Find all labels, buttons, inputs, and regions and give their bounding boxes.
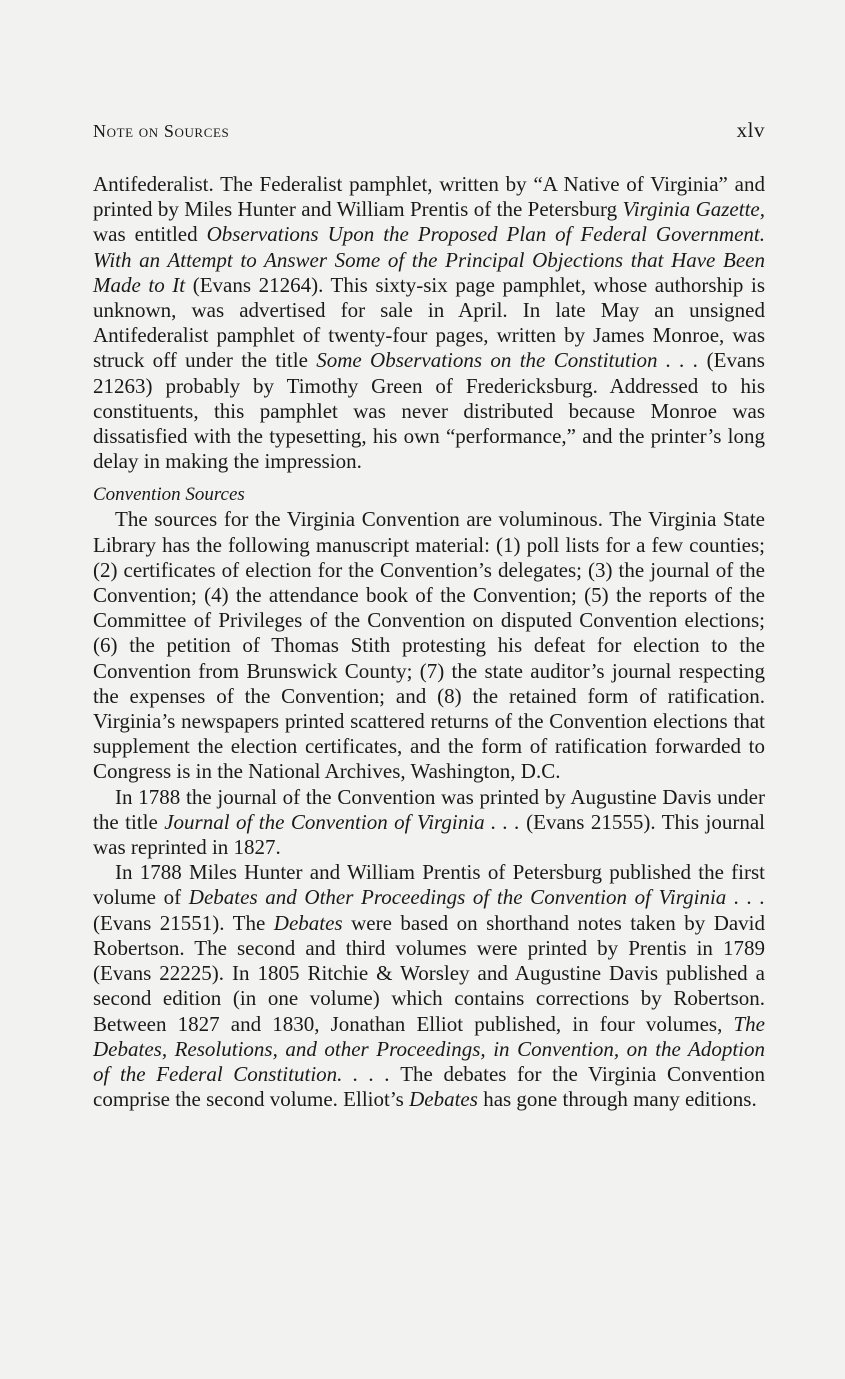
text-run: (Evans 21555). This journal was reprinted in 1827.	[93, 809, 765, 860]
running-title: Note on Sources	[93, 121, 230, 141]
italic-title: Virginia Gazette,	[622, 197, 765, 222]
italic-title: Debates	[409, 1087, 478, 1112]
italic-title: Journal of the Convention of Virginia . . .	[164, 809, 520, 834]
text-run: (Evans 21551). The	[93, 910, 274, 935]
italic-title: Observations Upon the Proposed Plan of Federal Government. With an Attempt to Answer Some of the Principal Objections that Have Been Made to It	[93, 222, 765, 297]
italic-title: Some Observations on the Constitution . . .	[316, 348, 699, 373]
book-page	[93, 118, 765, 1112]
text-run: In 1788 Miles Hunter and William Prentis of Petersburg published the first volume of	[93, 860, 765, 910]
paragraph-pamphlets	[93, 172, 765, 474]
page-number: xlv	[736, 118, 765, 142]
text-run: The debates for the Virginia Convention comprise the second volume. Elliot’s	[93, 1061, 765, 1112]
text-run: has gone through many editions.	[477, 1087, 757, 1112]
text-run: (Evans 21264). This sixty-six page pamphlet, whose authorship is unknown, was advertised for sale in April. In late May an unsigned Antifederalist pamphlet of twenty-four pages, written by James Monroe, was struck off under the title	[93, 272, 765, 373]
text-run: were based on shorthand notes taken by David Robertson. The second and third volumes were printed by Prentis in 1789 (Evans 22225). In 1805 Ritchie & Worsley and Augustine Davis published a second edition (in one volume) which contains corrections by Robertson. Between 1827 and 1830, Jonathan Elliot published, in four volumes,	[93, 910, 766, 1036]
paragraph-convention-sources: The sources for the Virginia Convention are voluminous. The Virginia State Library has the following manuscript material: (1) poll lists for a few counties; (2) certificates of election for the Convention’s delegates; (3) the journal of the Convention; (4) the attendance book of the Convention; (5) the reports of the Committee of Privileges of the Convention on disputed Convention elections; (6) the petition of Thomas Stith protesting his defeat for election to the Convention from Brunswick County; (7) the state auditor’s journal respecting the expenses of the Convention; and (8) the retained form of ratification. Virginia’s newspapers printed scattered returns of the Convention elections that supplement the election certificates, and the form of ratification forwarded to Congress is in the National Archives, Washington, D.C.	[93, 507, 765, 784]
italic-title: Debates	[273, 910, 343, 935]
running-head	[93, 118, 765, 154]
text-run: Antifederalist. The Federalist pamphlet, written by “A Native of Virginia” and printed by Miles Hunter and William Prentis of the Petersburg	[93, 172, 765, 222]
text-run: (Evans 21263) probably by Timothy Green of Fredericksburg. Addressed to his constituents, this pamphlet was never distributed because Monroe was dissatisfied with the typesetting, his own “performance,” and the printer’s long delay in making the impression.	[93, 348, 765, 474]
text-run: In 1788 the journal of the Convention was printed by Augustine Davis under the title	[93, 784, 765, 834]
italic-title: Debates and Other Proceedings of the Convention of Virginia . . .	[188, 885, 766, 910]
paragraph-debates	[93, 860, 765, 1112]
section-heading: Convention Sources	[93, 484, 245, 506]
italic-title: The Debates, Resolutions, and other Proceedings, in Convention, on the Adoption of the Federal Constitution. . . .	[93, 1011, 765, 1086]
paragraph-journal	[93, 785, 765, 861]
text-run: was entitled	[93, 222, 207, 247]
